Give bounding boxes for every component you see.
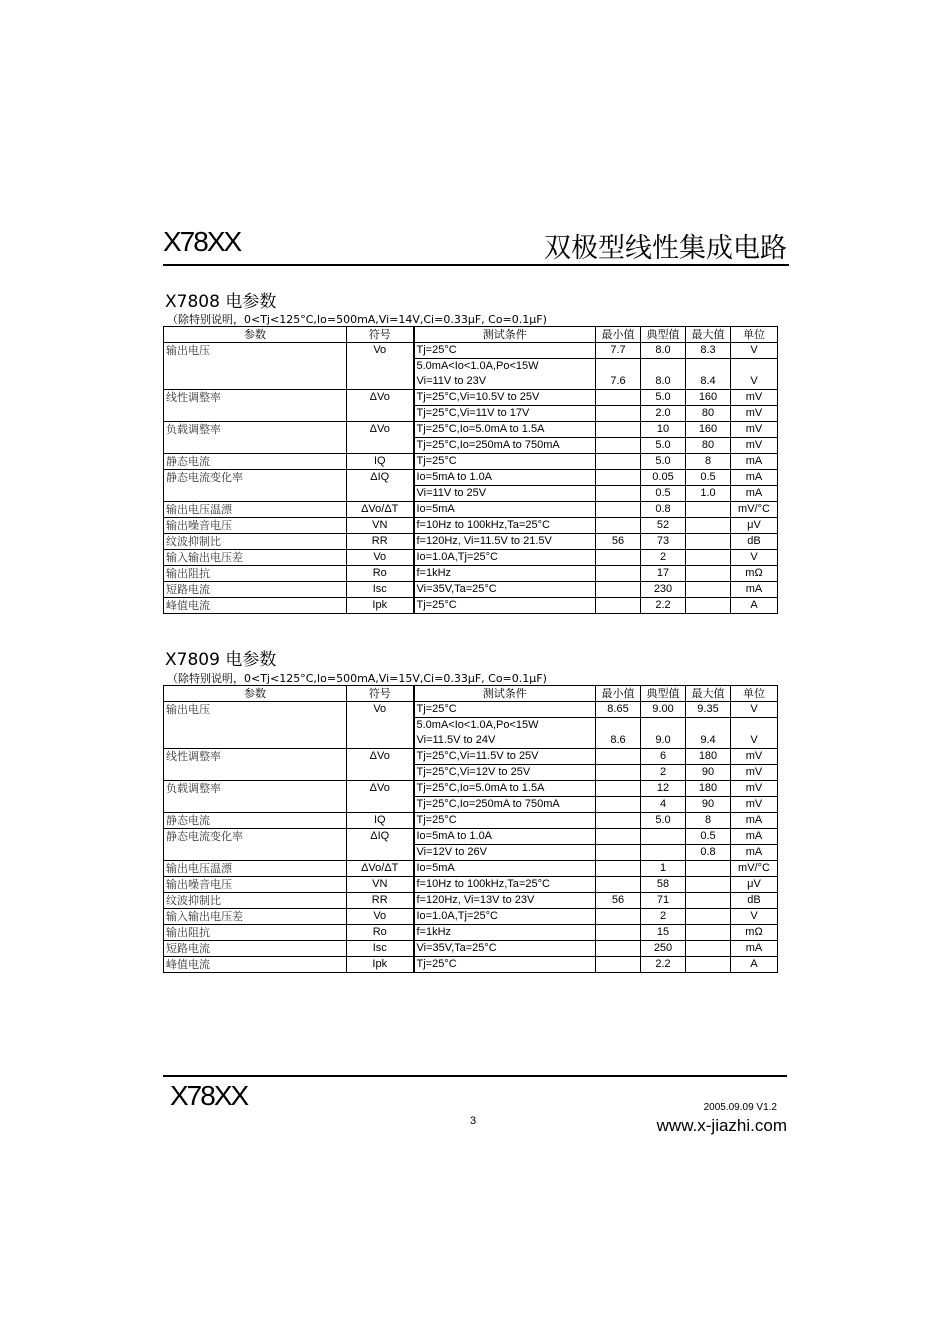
table-row (164, 566, 778, 582)
symbol-cell: Isc (347, 941, 414, 957)
table-row (164, 909, 778, 925)
test-condition-cell: Vi=11V to 25V (414, 486, 596, 502)
unit-cell: mV (731, 406, 778, 422)
max-cell: 0.5 (686, 470, 731, 486)
test-condition-cell: Tj=25°C,Io=5.0mA to 1.5A (414, 781, 596, 797)
typ-cell: 5.0 (641, 438, 686, 454)
test-condition-cell: f=120Hz, Vi=11.5V to 21.5V (414, 534, 596, 550)
unit-cell: mA (731, 941, 778, 957)
min-cell (596, 454, 641, 470)
symbol-cell: RR (347, 893, 414, 909)
min-cell (596, 957, 641, 973)
max-cell (686, 502, 731, 518)
max-cell (686, 877, 731, 893)
param-cell: 负载调整率 (164, 781, 347, 813)
unit-cell: V (731, 343, 778, 359)
symbol-cell: Vo (347, 909, 414, 925)
min-cell: 7.7 (596, 343, 641, 359)
symbol-cell: ΔIQ (347, 470, 414, 502)
section-title: X7809 电参数 (165, 650, 277, 670)
typ-cell: 12 (641, 781, 686, 797)
unit-cell: mV (731, 390, 778, 406)
symbol-cell: VN (347, 877, 414, 893)
unit-cell: A (731, 598, 778, 614)
max-cell (686, 582, 731, 598)
page-number: 3 (470, 1115, 477, 1127)
unit-cell: V (731, 359, 778, 390)
typ-cell: 71 (641, 893, 686, 909)
column-header: 测试条件 (414, 327, 596, 343)
column-header: 单位 (731, 686, 778, 702)
header-rule (163, 264, 789, 266)
unit-cell: mΩ (731, 925, 778, 941)
max-cell (686, 534, 731, 550)
min-cell (596, 438, 641, 454)
max-cell (686, 598, 731, 614)
table-row (164, 893, 778, 909)
section-conditions: （除特别说明，0<Tj<125°C,Io=500mA,Vi=14V,Ci=0.33μF, Co=0.1μF) (167, 313, 547, 326)
param-cell: 静态电流变化率 (164, 470, 347, 502)
symbol-cell: ΔVo (347, 749, 414, 781)
param-cell: 输出电压温漂 (164, 502, 347, 518)
param-cell: 输出阻抗 (164, 566, 347, 582)
test-condition-cell: f=10Hz to 100kHz,Ta=25°C (414, 518, 596, 534)
typ-cell: 2 (641, 909, 686, 925)
param-cell: 峰值电流 (164, 598, 347, 614)
min-cell (596, 877, 641, 893)
typ-cell: 9.0 (641, 718, 686, 749)
test-condition-cell: Io=5mA (414, 502, 596, 518)
param-cell: 输出电压温漂 (164, 861, 347, 877)
typ-cell: 2.0 (641, 406, 686, 422)
min-cell (596, 861, 641, 877)
typ-cell (641, 845, 686, 861)
param-cell: 短路电流 (164, 582, 347, 598)
typ-cell: 4 (641, 797, 686, 813)
min-cell (596, 813, 641, 829)
typ-cell (641, 829, 686, 845)
param-cell: 纹波抑制比 (164, 893, 347, 909)
table-row (164, 702, 778, 718)
symbol-cell: Ro (347, 925, 414, 941)
unit-cell: mV (731, 438, 778, 454)
footer-model: X78XX (170, 1080, 248, 1111)
typ-cell: 5.0 (641, 390, 686, 406)
test-condition-cell: 5.0mA<Io<1.0A,Po<15W Vi=11V to 23V (414, 359, 596, 390)
max-cell: 180 (686, 749, 731, 765)
max-cell: 1.0 (686, 486, 731, 502)
min-cell (596, 781, 641, 797)
unit-cell: dB (731, 534, 778, 550)
table-row (164, 877, 778, 893)
typ-cell: 2 (641, 550, 686, 566)
symbol-cell: VN (347, 518, 414, 534)
max-cell: 8 (686, 813, 731, 829)
min-cell: 8.6 (596, 718, 641, 749)
column-header: 单位 (731, 327, 778, 343)
test-condition-cell: Tj=25°C (414, 957, 596, 973)
unit-cell: mA (731, 486, 778, 502)
max-cell: 8.4 (686, 359, 731, 390)
section-conditions: （除特别说明，0<Tj<125°C,Io=500mA,Vi=15V,Ci=0.33μF, Co=0.1μF) (167, 672, 547, 685)
unit-cell: mA (731, 829, 778, 845)
test-condition-cell: f=1kHz (414, 566, 596, 582)
table-row (164, 518, 778, 534)
param-cell: 输出噪音电压 (164, 877, 347, 893)
typ-cell: 52 (641, 518, 686, 534)
unit-cell: mV/°C (731, 502, 778, 518)
table-row (164, 829, 778, 845)
section-title: X7808 电参数 (165, 292, 277, 312)
symbol-cell: Ro (347, 566, 414, 582)
max-cell: 9.4 (686, 718, 731, 749)
test-condition-cell: f=10Hz to 100kHz,Ta=25°C (414, 877, 596, 893)
table-row (164, 957, 778, 973)
min-cell (596, 749, 641, 765)
min-cell: 8.65 (596, 702, 641, 718)
max-cell: 0.5 (686, 829, 731, 845)
symbol-cell: Ipk (347, 957, 414, 973)
unit-cell: μV (731, 877, 778, 893)
column-header: 参数 (164, 327, 347, 343)
typ-cell: 250 (641, 941, 686, 957)
max-cell: 160 (686, 390, 731, 406)
unit-cell: mV/°C (731, 861, 778, 877)
max-cell: 90 (686, 797, 731, 813)
unit-cell: mV (731, 797, 778, 813)
typ-cell: 58 (641, 877, 686, 893)
unit-cell: mV (731, 781, 778, 797)
max-cell: 8 (686, 454, 731, 470)
table-row (164, 422, 778, 438)
min-cell (596, 550, 641, 566)
unit-cell: V (731, 550, 778, 566)
symbol-cell: Vo (347, 343, 414, 390)
unit-cell: mV (731, 422, 778, 438)
typ-cell: 2 (641, 765, 686, 781)
column-header: 最小值 (596, 686, 641, 702)
symbol-cell: ΔVo (347, 390, 414, 422)
typ-cell: 10 (641, 422, 686, 438)
test-condition-cell: 5.0mA<Io<1.0A,Po<15W Vi=11.5V to 24V (414, 718, 596, 749)
table-row (164, 582, 778, 598)
typ-cell: 6 (641, 749, 686, 765)
typ-cell: 73 (641, 534, 686, 550)
unit-cell: μV (731, 518, 778, 534)
test-condition-cell: Tj=25°C,Io=5.0mA to 1.5A (414, 422, 596, 438)
unit-cell: mA (731, 454, 778, 470)
typ-cell: 1 (641, 861, 686, 877)
table-row (164, 781, 778, 797)
typ-cell: 8.0 (641, 359, 686, 390)
min-cell (596, 797, 641, 813)
unit-cell: mA (731, 470, 778, 486)
symbol-cell: ΔIQ (347, 829, 414, 861)
max-cell: 9.35 (686, 702, 731, 718)
test-condition-cell: f=1kHz (414, 925, 596, 941)
min-cell (596, 598, 641, 614)
test-condition-cell: Tj=25°C (414, 813, 596, 829)
param-cell: 输出阻抗 (164, 925, 347, 941)
test-condition-cell: Io=5mA to 1.0A (414, 470, 596, 486)
min-cell (596, 406, 641, 422)
symbol-cell: Vo (347, 550, 414, 566)
test-condition-cell: Tj=25°C (414, 702, 596, 718)
param-cell: 输入输出电压差 (164, 909, 347, 925)
max-cell (686, 925, 731, 941)
test-condition-cell: Io=1.0A,Tj=25°C (414, 550, 596, 566)
symbol-cell: IQ (347, 454, 414, 470)
typ-cell: 2.2 (641, 957, 686, 973)
max-cell (686, 518, 731, 534)
max-cell: 90 (686, 765, 731, 781)
param-cell: 静态电流 (164, 813, 347, 829)
min-cell (596, 909, 641, 925)
unit-cell: V (731, 702, 778, 718)
test-condition-cell: Io=5mA to 1.0A (414, 829, 596, 845)
typ-cell: 2.2 (641, 598, 686, 614)
typ-cell: 0.05 (641, 470, 686, 486)
table-row (164, 502, 778, 518)
max-cell: 80 (686, 406, 731, 422)
min-cell (596, 582, 641, 598)
typ-cell: 5.0 (641, 813, 686, 829)
header-title: 双极型线性集成电路 (544, 233, 787, 264)
max-cell: 180 (686, 781, 731, 797)
test-condition-cell: Tj=25°C,Vi=11V to 17V (414, 406, 596, 422)
min-cell (596, 422, 641, 438)
footer-website: www.x-jiazhi.com (656, 1116, 787, 1135)
min-cell (596, 765, 641, 781)
max-cell: 0.8 (686, 845, 731, 861)
param-cell: 线性调整率 (164, 390, 347, 422)
test-condition-cell: Tj=25°C (414, 343, 596, 359)
min-cell: 7.6 (596, 359, 641, 390)
footer-date: 2005.09.09 V1.2 (703, 1102, 777, 1113)
param-cell: 峰值电流 (164, 957, 347, 973)
test-condition-cell: Tj=25°C,Io=250mA to 750mA (414, 438, 596, 454)
table-row (164, 861, 778, 877)
min-cell (596, 845, 641, 861)
max-cell (686, 941, 731, 957)
param-cell: 纹波抑制比 (164, 534, 347, 550)
test-condition-cell: Io=5mA (414, 861, 596, 877)
symbol-cell: IQ (347, 813, 414, 829)
column-header: 参数 (164, 686, 347, 702)
column-header: 典型值 (641, 327, 686, 343)
test-condition-cell: f=120Hz, Vi=13V to 23V (414, 893, 596, 909)
test-condition-cell: Tj=25°C,Vi=11.5V to 25V (414, 749, 596, 765)
symbol-cell: ΔVo/ΔT (347, 861, 414, 877)
param-cell: 静态电流变化率 (164, 829, 347, 861)
typ-cell: 0.5 (641, 486, 686, 502)
table-header-row (164, 327, 778, 343)
table-row (164, 550, 778, 566)
min-cell (596, 925, 641, 941)
max-cell: 80 (686, 438, 731, 454)
min-cell: 56 (596, 893, 641, 909)
typ-cell: 0.8 (641, 502, 686, 518)
test-condition-cell: Io=1.0A,Tj=25°C (414, 909, 596, 925)
table-row (164, 343, 778, 359)
column-header: 最小值 (596, 327, 641, 343)
max-cell: 8.3 (686, 343, 731, 359)
typ-cell: 15 (641, 925, 686, 941)
typ-cell: 17 (641, 566, 686, 582)
max-cell (686, 861, 731, 877)
column-header: 测试条件 (414, 686, 596, 702)
min-cell (596, 390, 641, 406)
test-condition-cell: Tj=25°C (414, 598, 596, 614)
table-row (164, 390, 778, 406)
symbol-cell: Vo (347, 702, 414, 749)
column-header: 最大值 (686, 327, 731, 343)
header-model: X78XX (163, 226, 241, 257)
max-cell (686, 566, 731, 582)
unit-cell: mV (731, 749, 778, 765)
min-cell (596, 486, 641, 502)
test-condition-cell: Vi=35V,Ta=25°C (414, 582, 596, 598)
param-cell: 输入输出电压差 (164, 550, 347, 566)
unit-cell: mΩ (731, 566, 778, 582)
symbol-cell: ΔVo (347, 781, 414, 813)
typ-cell: 230 (641, 582, 686, 598)
test-condition-cell: Vi=12V to 26V (414, 845, 596, 861)
symbol-cell: Ipk (347, 598, 414, 614)
min-cell (596, 470, 641, 486)
unit-cell: mA (731, 813, 778, 829)
symbol-cell: Isc (347, 582, 414, 598)
table-row (164, 454, 778, 470)
min-cell (596, 518, 641, 534)
table-row (164, 598, 778, 614)
test-condition-cell: Tj=25°C,Io=250mA to 750mA (414, 797, 596, 813)
min-cell (596, 829, 641, 845)
unit-cell: A (731, 957, 778, 973)
symbol-cell: ΔVo/ΔT (347, 502, 414, 518)
max-cell (686, 893, 731, 909)
param-cell: 线性调整率 (164, 749, 347, 781)
typ-cell: 8.0 (641, 343, 686, 359)
typ-cell: 5.0 (641, 454, 686, 470)
symbol-cell: RR (347, 534, 414, 550)
test-condition-cell: Tj=25°C,Vi=12V to 25V (414, 765, 596, 781)
unit-cell: V (731, 718, 778, 749)
min-cell (596, 502, 641, 518)
unit-cell: mA (731, 582, 778, 598)
table-header-row (164, 686, 778, 702)
param-cell: 输出电压 (164, 702, 347, 749)
spec-table (163, 685, 778, 973)
unit-cell: dB (731, 893, 778, 909)
symbol-cell: ΔVo (347, 422, 414, 454)
table-row (164, 534, 778, 550)
param-cell: 静态电流 (164, 454, 347, 470)
param-cell: 输出电压 (164, 343, 347, 390)
column-header: 符号 (347, 327, 414, 343)
min-cell (596, 941, 641, 957)
column-header: 最大值 (686, 686, 731, 702)
param-cell: 短路电流 (164, 941, 347, 957)
footer-rule (163, 1075, 787, 1077)
max-cell (686, 909, 731, 925)
unit-cell: mA (731, 845, 778, 861)
column-header: 符号 (347, 686, 414, 702)
unit-cell: V (731, 909, 778, 925)
test-condition-cell: Vi=35V,Ta=25°C (414, 941, 596, 957)
param-cell: 输出噪音电压 (164, 518, 347, 534)
table-row (164, 813, 778, 829)
max-cell: 160 (686, 422, 731, 438)
unit-cell: mV (731, 765, 778, 781)
column-header: 典型值 (641, 686, 686, 702)
test-condition-cell: Tj=25°C (414, 454, 596, 470)
table-row (164, 941, 778, 957)
typ-cell: 9.00 (641, 702, 686, 718)
max-cell (686, 957, 731, 973)
table-row (164, 925, 778, 941)
min-cell (596, 566, 641, 582)
table-row (164, 470, 778, 486)
param-cell: 负载调整率 (164, 422, 347, 454)
min-cell: 56 (596, 534, 641, 550)
max-cell (686, 550, 731, 566)
test-condition-cell: Tj=25°C,Vi=10.5V to 25V (414, 390, 596, 406)
spec-table (163, 326, 778, 614)
table-row (164, 749, 778, 765)
